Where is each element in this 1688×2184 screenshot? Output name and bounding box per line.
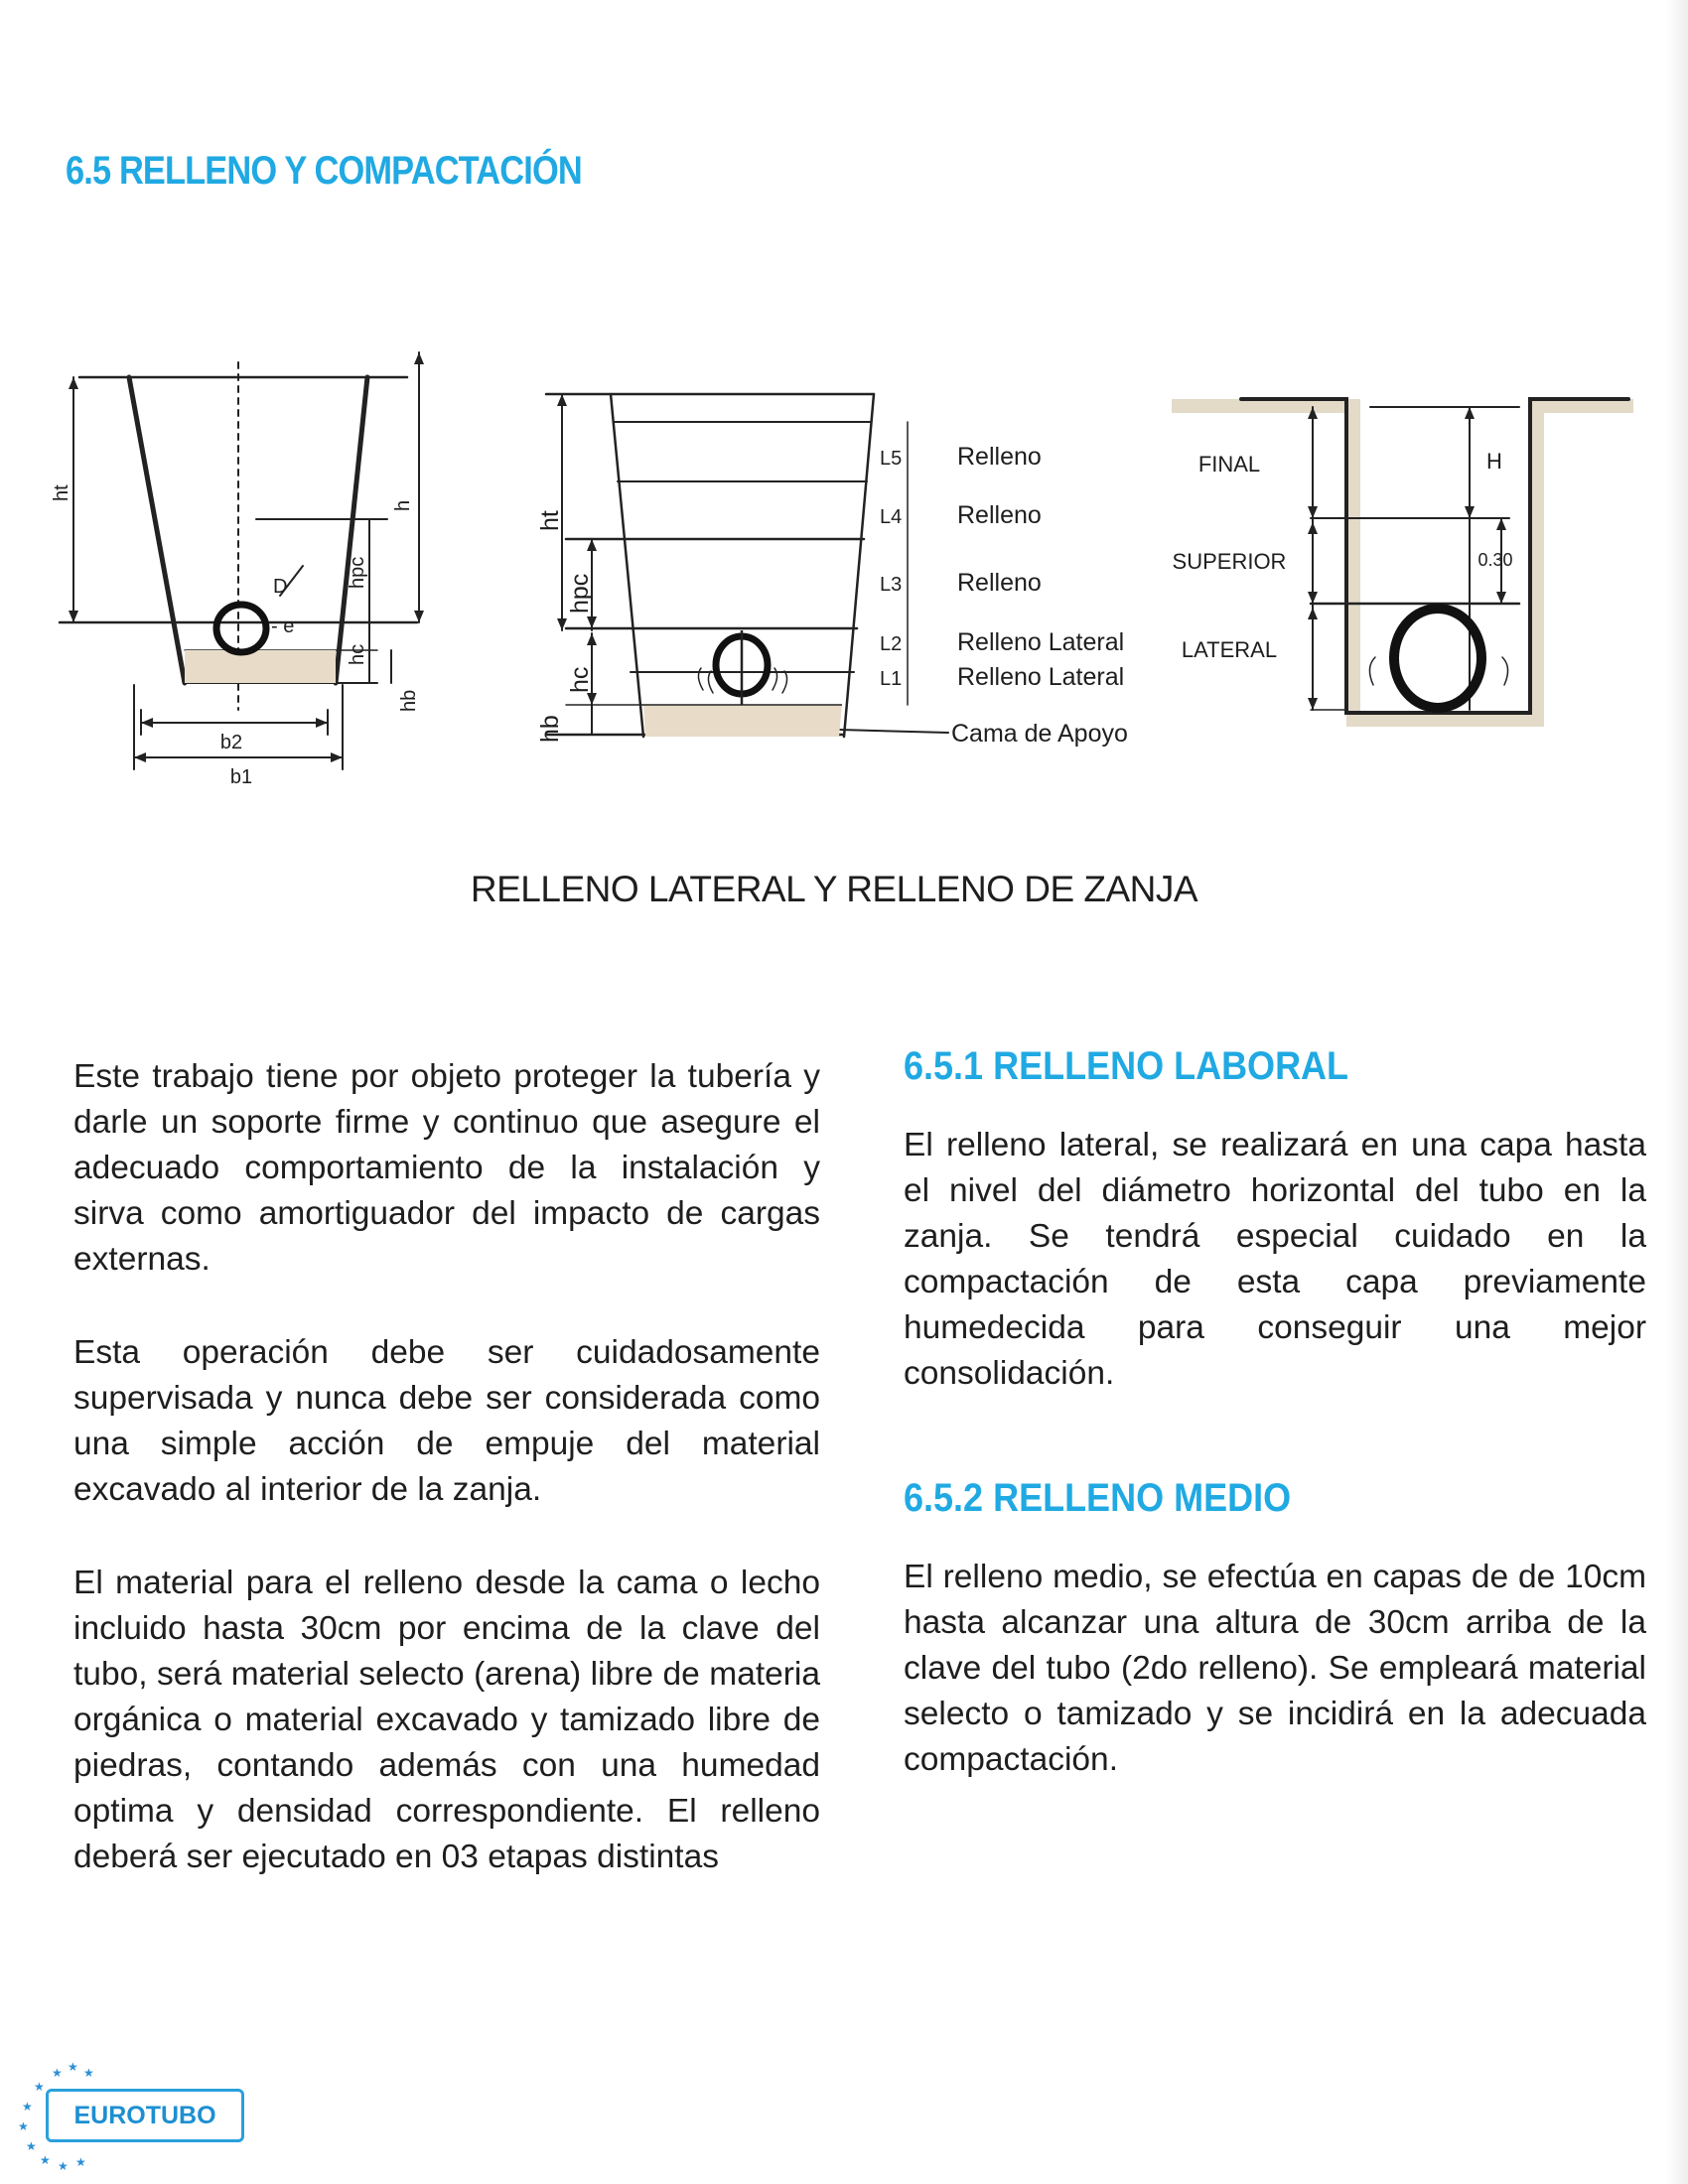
star-icon: ★ (22, 2100, 33, 2114)
eurotubo-logo (8, 2055, 276, 2174)
bedding-layer (185, 650, 336, 683)
subsection-title-652: 6.5.2 RELLENO MEDIO (904, 1476, 1292, 1520)
bedding-layer (643, 705, 842, 737)
trench-wall-left (611, 394, 643, 737)
zone-final: FINAL (1197, 452, 1261, 477)
label-e: - e (271, 615, 295, 637)
label-hb: hb (398, 689, 420, 712)
label-bedding: Cama de Apoyo (951, 720, 1128, 748)
layer-label-L4: Relleno (957, 501, 1042, 529)
logo-box (46, 2089, 244, 2142)
trench-wall-right (1530, 399, 1544, 727)
label-hpc: hpc (566, 573, 594, 614)
layer-label-L3: Relleno (957, 569, 1042, 597)
figure-backfill-zones (1172, 387, 1648, 735)
figure-caption: RELLENO LATERAL Y RELLENO DE ZANJA (470, 869, 1198, 909)
subsection-title-651: 6.5.1 RELLENO LABORAL (904, 1044, 1349, 1088)
label-b1: b1 (229, 766, 253, 788)
layer-code-L3: L3 (880, 574, 903, 596)
star-icon: ★ (26, 2139, 37, 2153)
paragraph-material: El material para el relleno desde la cama o lecho incluido hasta 30cm por encima de la clave del tubo, será material selecto (arena) libre de materia orgánica o material excavado y tamizado libre de piedras, contando además con una humedad optima y densidad correspondiente. El relleno deberá ser ejecutado en 03 etapas distintas (73, 1565, 820, 1875)
label-030: 0.30 (1477, 550, 1513, 570)
star-icon: ★ (68, 2060, 78, 2074)
pipe-circle (1394, 609, 1481, 708)
page-edge (1666, 0, 1688, 2184)
bedding-leader (839, 730, 948, 733)
trench-wall-left (129, 377, 185, 683)
trench-wall-right (844, 394, 874, 737)
layer-label-L5: Relleno (957, 443, 1042, 471)
trench-wall-left (1346, 399, 1360, 727)
star-icon: ★ (58, 2159, 69, 2173)
star-icon: ★ (52, 2066, 63, 2080)
zone-superior: SUPERIOR (1172, 549, 1287, 574)
section-title: 6.5 RELLENO Y COMPACTACIÓN (66, 149, 582, 193)
star-icon: ★ (75, 2155, 86, 2169)
label-ht: ht (51, 484, 72, 501)
label-D: D (273, 576, 288, 598)
label-hc: hc (347, 643, 368, 665)
pipe-circle (216, 605, 266, 652)
label-ht: ht (536, 510, 564, 531)
paragraph-relleno-lateral: El relleno lateral, se realizará en una capa hasta el nivel del diámetro horizontal del tubo en la zanja. Se tendrá especial cuidado en la compactación de esta capa previamente humedecida para conseguir una mejor consolidación. (904, 1127, 1646, 1392)
figure-fill-layers (536, 377, 1172, 754)
star-icon: ★ (34, 2080, 45, 2094)
layer-code-L2: L2 (880, 633, 903, 655)
layer-label-L1: Relleno Lateral (957, 663, 1125, 691)
paragraph-relleno-medio: El relleno medio, se efectúa en capas de de 10cm hasta alcanzar una altura de 30cm arriba de la clave del tubo (2do relleno). Se empleará material selecto o tamizado y se incidirá en la adecuada compactación. (904, 1559, 1646, 1778)
paragraph-intro: Este trabajo tiene por objeto proteger la tubería y darle un soporte firme y continuo que asegure el adecuado comportamiento de la instalación y sirva como amortiguador del impacto de cargas externas. (73, 1058, 820, 1278)
layer-code-L5: L5 (880, 448, 903, 470)
star-icon: ★ (40, 2153, 51, 2167)
zone-lateral: LATERAL (1181, 637, 1278, 662)
logo-text: EUROTUBO (73, 2101, 216, 2129)
label-b2: b2 (219, 732, 243, 753)
label-H: H (1486, 449, 1502, 474)
star-icon: ★ (18, 2119, 29, 2133)
left-column (73, 1054, 820, 1928)
label-h: h (392, 499, 414, 511)
trench-wall-right (336, 377, 367, 683)
label-hpc: hpc (347, 556, 368, 589)
figure-trench-dimensions (51, 342, 457, 819)
trench-outline (1241, 399, 1628, 713)
layer-label-L2: Relleno Lateral (957, 628, 1125, 656)
label-hb: hb (536, 715, 564, 743)
label-hc: hc (566, 666, 594, 693)
layer-code-L1: L1 (880, 668, 903, 690)
right-column (904, 1044, 1646, 1862)
layer-code-L4: L4 (880, 506, 903, 528)
paragraph-supervision: Esta operación debe ser cuidadosamente supervisada y nunca debe ser considerada como una simple acción de empuje del material excavado al interior de la zanja. (73, 1334, 820, 1508)
star-icon: ★ (83, 2066, 94, 2080)
